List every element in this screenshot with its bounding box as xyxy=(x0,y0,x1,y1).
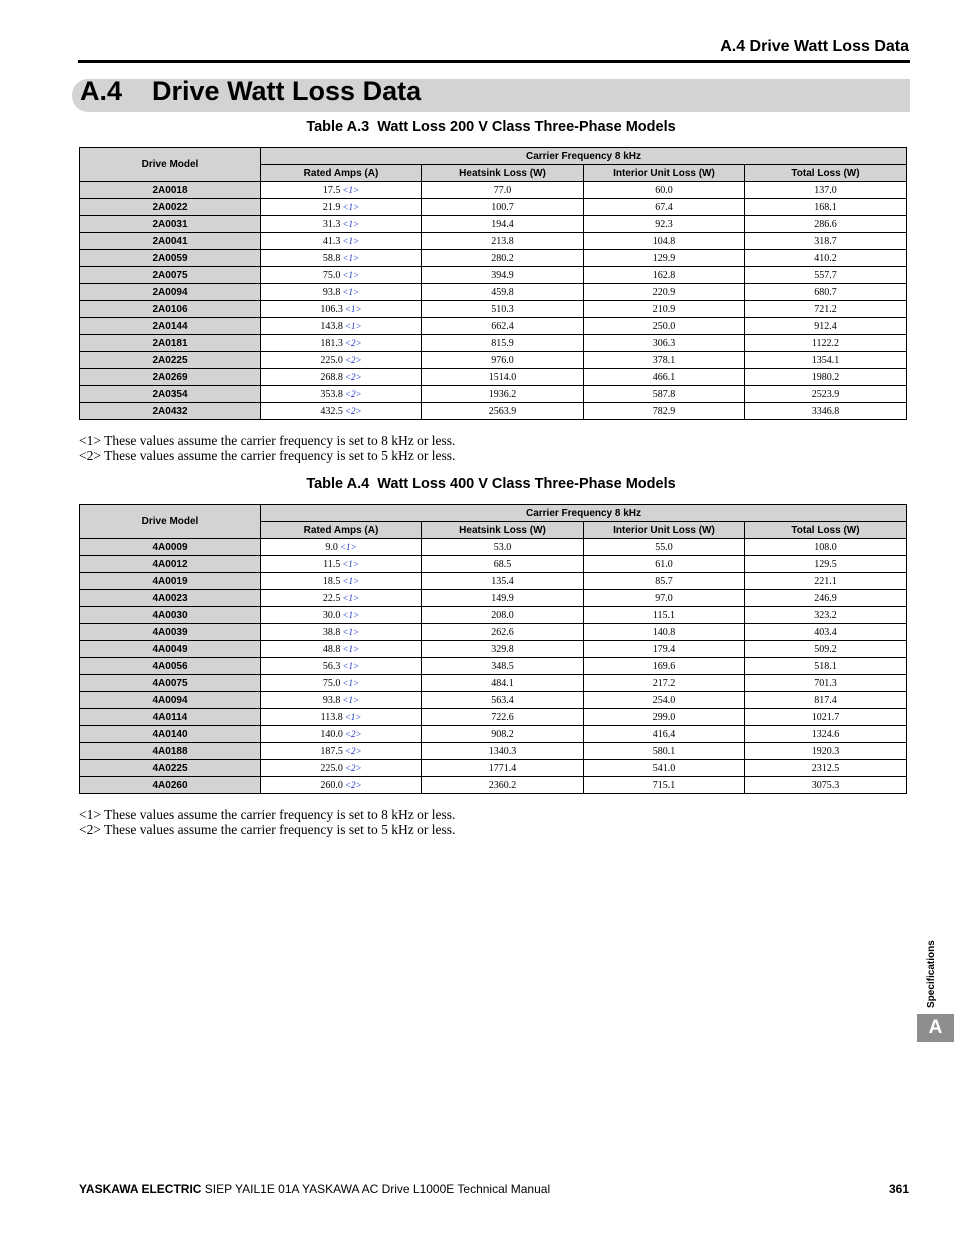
cell-interior-unit-loss: 580.1 xyxy=(584,743,745,760)
cell-total-loss: 318.7 xyxy=(745,233,907,250)
cell-total-loss: 701.3 xyxy=(745,675,907,692)
cell-interior-unit-loss: 115.1 xyxy=(584,607,745,624)
cell-total-loss: 1920.3 xyxy=(745,743,907,760)
note-2: <2> These values assume the carrier frequency is set to 5 kHz or less. xyxy=(79,448,456,463)
cell-drive-model: 2A0094 xyxy=(80,284,261,301)
cell-rated-amps xyxy=(261,301,422,318)
footnote-reference: <1> xyxy=(344,320,362,331)
table-row xyxy=(80,403,907,420)
table-row xyxy=(80,641,907,658)
cell-interior-unit-loss: 466.1 xyxy=(584,369,745,386)
cell-heatsink-loss: 149.9 xyxy=(422,590,584,607)
rated-amps-value: 187.5 xyxy=(320,745,343,757)
table-row xyxy=(80,199,907,216)
table-row xyxy=(80,743,907,760)
table-row xyxy=(80,301,907,318)
cell-drive-model: 4A0009 xyxy=(80,539,261,556)
footnote-reference: <1> xyxy=(342,286,360,297)
rated-amps-value: 181.3 xyxy=(320,337,343,349)
footnote-reference: <2> xyxy=(344,388,362,399)
cell-interior-unit-loss: 220.9 xyxy=(584,284,745,301)
footnote-reference: <2> xyxy=(344,405,362,416)
cell-drive-model: 2A0181 xyxy=(80,335,261,352)
table-row xyxy=(80,250,907,267)
footnote-reference: <1> xyxy=(342,592,360,603)
cell-heatsink-loss: 262.6 xyxy=(422,624,584,641)
table-row xyxy=(80,352,907,369)
cell-rated-amps xyxy=(261,182,422,199)
cell-heatsink-loss: 976.0 xyxy=(422,352,584,369)
cell-drive-model: 2A0031 xyxy=(80,216,261,233)
table-notes-400v xyxy=(79,807,455,837)
table-row xyxy=(80,369,907,386)
table-row xyxy=(80,675,907,692)
cell-total-loss: 2312.5 xyxy=(745,760,907,777)
cell-drive-model: 4A0114 xyxy=(80,709,261,726)
cell-heatsink-loss: 2360.2 xyxy=(422,777,584,794)
cell-heatsink-loss: 77.0 xyxy=(422,182,584,199)
cell-heatsink-loss: 100.7 xyxy=(422,199,584,216)
table-row xyxy=(80,726,907,743)
cell-interior-unit-loss: 179.4 xyxy=(584,641,745,658)
cell-drive-model: 4A0023 xyxy=(80,590,261,607)
header-rule xyxy=(78,60,910,63)
cell-total-loss: 721.2 xyxy=(745,301,907,318)
cell-interior-unit-loss: 715.1 xyxy=(584,777,745,794)
cell-drive-model: 2A0354 xyxy=(80,386,261,403)
footnote-reference: <1> xyxy=(342,575,360,586)
rated-amps-value: 48.8 xyxy=(322,643,341,655)
cell-total-loss: 168.1 xyxy=(745,199,907,216)
cell-rated-amps xyxy=(261,573,422,590)
cell-rated-amps xyxy=(261,199,422,216)
table-row xyxy=(80,318,907,335)
rated-amps-value: 225.0 xyxy=(320,762,343,774)
table-row xyxy=(80,267,907,284)
cell-heatsink-loss: 563.4 xyxy=(422,692,584,709)
cell-rated-amps xyxy=(261,216,422,233)
cell-heatsink-loss: 510.3 xyxy=(422,301,584,318)
cell-drive-model: 2A0432 xyxy=(80,403,261,420)
rated-amps-value: 41.3 xyxy=(322,235,341,247)
cell-total-loss: 2523.9 xyxy=(745,386,907,403)
cell-heatsink-loss: 459.8 xyxy=(422,284,584,301)
header-drive-model: Drive Model xyxy=(80,505,261,539)
rated-amps-value: 17.5 xyxy=(322,184,341,196)
cell-heatsink-loss: 348.5 xyxy=(422,658,584,675)
cell-drive-model: 2A0059 xyxy=(80,250,261,267)
rated-amps-value: 58.8 xyxy=(322,252,341,264)
watt-loss-table-200v xyxy=(79,147,907,420)
cell-interior-unit-loss: 378.1 xyxy=(584,352,745,369)
cell-interior-unit-loss: 85.7 xyxy=(584,573,745,590)
footnote-reference: <1> xyxy=(339,541,357,552)
cell-interior-unit-loss: 104.8 xyxy=(584,233,745,250)
cell-heatsink-loss: 394.9 xyxy=(422,267,584,284)
table-row xyxy=(80,182,907,199)
cell-total-loss: 680.7 xyxy=(745,284,907,301)
cell-rated-amps xyxy=(261,267,422,284)
cell-drive-model: 2A0144 xyxy=(80,318,261,335)
rated-amps-value: 260.0 xyxy=(320,779,343,791)
rated-amps-value: 93.8 xyxy=(322,286,341,298)
rated-amps-value: 432.5 xyxy=(320,405,343,417)
header-drive-model: Drive Model xyxy=(80,148,261,182)
cell-drive-model: 4A0030 xyxy=(80,607,261,624)
rated-amps-value: 18.5 xyxy=(322,575,341,587)
cell-drive-model: 2A0075 xyxy=(80,267,261,284)
cell-heatsink-loss: 662.4 xyxy=(422,318,584,335)
cell-interior-unit-loss: 254.0 xyxy=(584,692,745,709)
cell-interior-unit-loss: 55.0 xyxy=(584,539,745,556)
cell-heatsink-loss: 1514.0 xyxy=(422,369,584,386)
cell-drive-model: 4A0012 xyxy=(80,556,261,573)
table-caption-200v: Table A.3 Watt Loss 200 V Class Three-Phase Models xyxy=(306,119,676,135)
footnote-reference: <1> xyxy=(344,711,362,722)
rated-amps-value: 30.0 xyxy=(322,609,341,621)
cell-total-loss: 323.2 xyxy=(745,607,907,624)
header-interior-unit-loss: Interior Unit Loss (W) xyxy=(584,522,745,539)
rated-amps-value: 268.8 xyxy=(320,371,343,383)
cell-total-loss: 108.0 xyxy=(745,539,907,556)
cell-rated-amps xyxy=(261,760,422,777)
cell-total-loss: 221.1 xyxy=(745,573,907,590)
cell-total-loss: 3075.3 xyxy=(745,777,907,794)
cell-drive-model: 4A0019 xyxy=(80,573,261,590)
cell-heatsink-loss: 135.4 xyxy=(422,573,584,590)
cell-heatsink-loss: 208.0 xyxy=(422,607,584,624)
footnote-reference: <1> xyxy=(342,694,360,705)
cell-total-loss: 1324.6 xyxy=(745,726,907,743)
cell-drive-model: 4A0039 xyxy=(80,624,261,641)
cell-interior-unit-loss: 97.0 xyxy=(584,590,745,607)
cell-interior-unit-loss: 217.2 xyxy=(584,675,745,692)
cell-total-loss: 1354.1 xyxy=(745,352,907,369)
cell-rated-amps xyxy=(261,369,422,386)
table-row xyxy=(80,760,907,777)
cell-interior-unit-loss: 782.9 xyxy=(584,403,745,420)
cell-rated-amps xyxy=(261,743,422,760)
footnote-reference: <1> xyxy=(342,235,360,246)
cell-rated-amps xyxy=(261,692,422,709)
cell-heatsink-loss: 722.6 xyxy=(422,709,584,726)
cell-rated-amps xyxy=(261,709,422,726)
rated-amps-value: 75.0 xyxy=(322,677,341,689)
cell-interior-unit-loss: 92.3 xyxy=(584,216,745,233)
cell-interior-unit-loss: 541.0 xyxy=(584,760,745,777)
rated-amps-value: 31.3 xyxy=(322,218,341,230)
cell-drive-model: 4A0049 xyxy=(80,641,261,658)
cell-total-loss: 1122.2 xyxy=(745,335,907,352)
footnote-reference: <2> xyxy=(344,762,362,773)
cell-total-loss: 137.0 xyxy=(745,182,907,199)
header-interior-unit-loss: Interior Unit Loss (W) xyxy=(584,165,745,182)
rated-amps-value: 140.0 xyxy=(320,728,343,740)
footnote-reference: <2> xyxy=(344,745,362,756)
footnote-reference: <2> xyxy=(344,728,362,739)
footer xyxy=(79,1182,550,1196)
cell-total-loss: 912.4 xyxy=(745,318,907,335)
watt-loss-table-400v xyxy=(79,504,907,794)
cell-drive-model: 2A0022 xyxy=(80,199,261,216)
footer-brand: YASKAWA ELECTRIC xyxy=(79,1182,202,1196)
header-total-loss: Total Loss (W) xyxy=(745,522,907,539)
cell-total-loss: 557.7 xyxy=(745,267,907,284)
table-row xyxy=(80,216,907,233)
cell-rated-amps xyxy=(261,777,422,794)
cell-interior-unit-loss: 210.9 xyxy=(584,301,745,318)
cell-interior-unit-loss: 416.4 xyxy=(584,726,745,743)
table-row xyxy=(80,658,907,675)
table-row xyxy=(80,556,907,573)
cell-rated-amps xyxy=(261,284,422,301)
header-carrier-frequency: Carrier Frequency 8 kHz xyxy=(261,505,907,522)
cell-rated-amps xyxy=(261,624,422,641)
note-2: <2> These values assume the carrier frequency is set to 5 kHz or less. xyxy=(79,822,456,837)
table-row xyxy=(80,607,907,624)
cell-drive-model: 4A0188 xyxy=(80,743,261,760)
cell-interior-unit-loss: 140.8 xyxy=(584,624,745,641)
table-caption-400v: Table A.4 Watt Loss 400 V Class Three-Phase Models xyxy=(306,476,676,492)
table-row xyxy=(80,335,907,352)
cell-rated-amps xyxy=(261,318,422,335)
rated-amps-value: 225.0 xyxy=(320,354,343,366)
footnote-reference: <1> xyxy=(344,303,362,314)
footnote-reference: <1> xyxy=(342,643,360,654)
cell-heatsink-loss: 1936.2 xyxy=(422,386,584,403)
table-row xyxy=(80,590,907,607)
cell-heatsink-loss: 280.2 xyxy=(422,250,584,267)
cell-interior-unit-loss: 169.6 xyxy=(584,658,745,675)
cell-rated-amps xyxy=(261,658,422,675)
cell-drive-model: 4A0056 xyxy=(80,658,261,675)
cell-total-loss: 518.1 xyxy=(745,658,907,675)
footnote-reference: <2> xyxy=(344,779,362,790)
rated-amps-value: 22.5 xyxy=(322,592,341,604)
rated-amps-value: 56.3 xyxy=(322,660,341,672)
rated-amps-value: 11.5 xyxy=(323,558,341,570)
cell-rated-amps xyxy=(261,250,422,267)
header-carrier-frequency: Carrier Frequency 8 kHz xyxy=(261,148,907,165)
table-row xyxy=(80,777,907,794)
cell-drive-model: 2A0225 xyxy=(80,352,261,369)
cell-interior-unit-loss: 67.4 xyxy=(584,199,745,216)
cell-rated-amps xyxy=(261,590,422,607)
cell-total-loss: 246.9 xyxy=(745,590,907,607)
cell-heatsink-loss: 194.4 xyxy=(422,216,584,233)
cell-rated-amps xyxy=(261,352,422,369)
footnote-reference: <1> xyxy=(342,660,360,671)
rated-amps-value: 353.8 xyxy=(320,388,343,400)
cell-rated-amps xyxy=(261,556,422,573)
cell-total-loss: 817.4 xyxy=(745,692,907,709)
cell-interior-unit-loss: 306.3 xyxy=(584,335,745,352)
cell-drive-model: 2A0106 xyxy=(80,301,261,318)
note-1: <1> These values assume the carrier frequency is set to 8 kHz or less. xyxy=(79,807,456,822)
footnote-reference: <1> xyxy=(342,558,359,569)
rated-amps-value: 143.8 xyxy=(320,320,343,332)
cell-drive-model: 4A0225 xyxy=(80,760,261,777)
cell-rated-amps xyxy=(261,233,422,250)
note-1: <1> These values assume the carrier frequency is set to 8 kHz or less. xyxy=(79,433,456,448)
rated-amps-value: 106.3 xyxy=(320,303,343,315)
table-row xyxy=(80,386,907,403)
page-number: 361 xyxy=(888,1182,909,1196)
cell-heatsink-loss: 329.8 xyxy=(422,641,584,658)
footnote-reference: <1> xyxy=(342,184,360,195)
table-row xyxy=(80,233,907,250)
cell-total-loss: 410.2 xyxy=(745,250,907,267)
cell-total-loss: 509.2 xyxy=(745,641,907,658)
cell-drive-model: 4A0260 xyxy=(80,777,261,794)
cell-rated-amps xyxy=(261,726,422,743)
cell-drive-model: 4A0075 xyxy=(80,675,261,692)
cell-heatsink-loss: 1340.3 xyxy=(422,743,584,760)
rated-amps-value: 9.0 xyxy=(325,541,338,553)
header-rated-amps: Rated Amps (A) xyxy=(261,165,422,182)
footnote-reference: <1> xyxy=(342,218,360,229)
cell-drive-model: 2A0041 xyxy=(80,233,261,250)
table-row xyxy=(80,284,907,301)
footnote-reference: <2> xyxy=(344,354,362,365)
cell-rated-amps xyxy=(261,675,422,692)
cell-heatsink-loss: 484.1 xyxy=(422,675,584,692)
cell-heatsink-loss: 2563.9 xyxy=(422,403,584,420)
cell-interior-unit-loss: 250.0 xyxy=(584,318,745,335)
cell-total-loss: 3346.8 xyxy=(745,403,907,420)
running-head: A.4 Drive Watt Loss Data xyxy=(720,38,909,55)
table-row xyxy=(80,573,907,590)
cell-rated-amps xyxy=(261,386,422,403)
cell-rated-amps xyxy=(261,641,422,658)
cell-interior-unit-loss: 162.8 xyxy=(584,267,745,284)
cell-total-loss: 1980.2 xyxy=(745,369,907,386)
header-total-loss: Total Loss (W) xyxy=(745,165,907,182)
cell-rated-amps xyxy=(261,539,422,556)
rated-amps-value: 75.0 xyxy=(322,269,341,281)
section-title: A.4 Drive Watt Loss Data xyxy=(80,76,422,106)
cell-total-loss: 403.4 xyxy=(745,624,907,641)
footnote-reference: <1> xyxy=(342,269,360,280)
cell-rated-amps xyxy=(261,335,422,352)
cell-interior-unit-loss: 129.9 xyxy=(584,250,745,267)
cell-drive-model: 2A0269 xyxy=(80,369,261,386)
cell-total-loss: 129.5 xyxy=(745,556,907,573)
footnote-reference: <2> xyxy=(344,371,362,382)
cell-total-loss: 1021.7 xyxy=(745,709,907,726)
cell-interior-unit-loss: 60.0 xyxy=(584,182,745,199)
table-row xyxy=(80,709,907,726)
cell-total-loss: 286.6 xyxy=(745,216,907,233)
footnote-reference: <1> xyxy=(342,609,360,620)
footnote-reference: <2> xyxy=(344,337,362,348)
header-heatsink-loss: Heatsink Loss (W) xyxy=(422,165,584,182)
cell-heatsink-loss: 908.2 xyxy=(422,726,584,743)
table-row xyxy=(80,539,907,556)
side-tab-label: Specifications xyxy=(926,940,937,1008)
table-notes-200v xyxy=(79,433,455,463)
footnote-reference: <1> xyxy=(342,252,360,263)
cell-heatsink-loss: 815.9 xyxy=(422,335,584,352)
cell-rated-amps xyxy=(261,403,422,420)
rated-amps-value: 21.9 xyxy=(322,201,341,213)
cell-drive-model: 2A0018 xyxy=(80,182,261,199)
table-row xyxy=(80,692,907,709)
header-heatsink-loss: Heatsink Loss (W) xyxy=(422,522,584,539)
table-row xyxy=(80,624,907,641)
footer-manual-title: SIEP YAIL1E 01A YASKAWA AC Drive L1000E Technical Manual xyxy=(201,1182,551,1196)
cell-heatsink-loss: 1771.4 xyxy=(422,760,584,777)
cell-heatsink-loss: 213.8 xyxy=(422,233,584,250)
cell-drive-model: 4A0140 xyxy=(80,726,261,743)
rated-amps-value: 93.8 xyxy=(322,694,341,706)
cell-heatsink-loss: 53.0 xyxy=(422,539,584,556)
rated-amps-value: 38.8 xyxy=(322,626,341,638)
header-rated-amps: Rated Amps (A) xyxy=(261,522,422,539)
chapter-tab: A xyxy=(917,1014,954,1042)
footnote-reference: <1> xyxy=(342,677,360,688)
rated-amps-value: 113.8 xyxy=(320,711,343,723)
footnote-reference: <1> xyxy=(342,201,360,212)
cell-heatsink-loss: 68.5 xyxy=(422,556,584,573)
cell-interior-unit-loss: 587.8 xyxy=(584,386,745,403)
cell-interior-unit-loss: 299.0 xyxy=(584,709,745,726)
cell-rated-amps xyxy=(261,607,422,624)
cell-interior-unit-loss: 61.0 xyxy=(584,556,745,573)
cell-drive-model: 4A0094 xyxy=(80,692,261,709)
footnote-reference: <1> xyxy=(342,626,360,637)
